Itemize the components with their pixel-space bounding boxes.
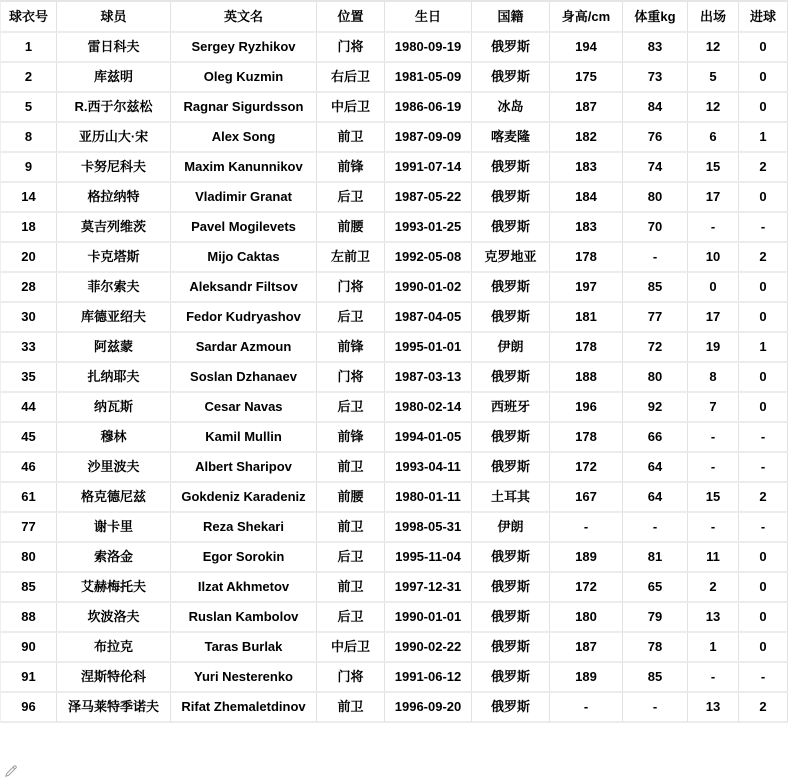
cell-en_name: Gokdeniz Karadeniz <box>171 483 317 513</box>
cell-birthday: 1996-09-20 <box>385 693 472 723</box>
cell-en_name: Fedor Kudryashov <box>171 303 317 333</box>
cell-appearances: 13 <box>688 603 739 633</box>
column-header-appearances: 出场 <box>688 2 739 33</box>
cell-height: 180 <box>550 603 623 633</box>
cell-en_name: Reza Shekari <box>171 513 317 543</box>
table-row <box>1 693 788 723</box>
cell-position: 中后卫 <box>317 633 385 663</box>
cell-position: 右后卫 <box>317 63 385 93</box>
cell-name: 卡努尼科夫 <box>57 153 171 183</box>
cell-goals: - <box>739 513 788 543</box>
cell-nationality: 俄罗斯 <box>472 63 550 93</box>
cell-birthday: 1986-06-19 <box>385 93 472 123</box>
cell-position: 左前卫 <box>317 243 385 273</box>
cell-height: - <box>550 693 623 723</box>
cell-weight: 66 <box>623 423 688 453</box>
cell-name: 库兹明 <box>57 63 171 93</box>
cell-goals: 0 <box>739 543 788 573</box>
cell-birthday: 1980-09-19 <box>385 33 472 63</box>
cell-position: 前卫 <box>317 513 385 543</box>
cell-goals: 2 <box>739 153 788 183</box>
table-row <box>1 393 788 423</box>
cell-position: 后卫 <box>317 603 385 633</box>
cell-height: 194 <box>550 33 623 63</box>
cell-name: 泽马莱特季诺夫 <box>57 693 171 723</box>
cell-nationality: 克罗地亚 <box>472 243 550 273</box>
cell-appearances: - <box>688 213 739 243</box>
cell-number: 28 <box>1 273 57 303</box>
cell-name: 坎波洛夫 <box>57 603 171 633</box>
cell-birthday: 1991-07-14 <box>385 153 472 183</box>
cell-birthday: 1990-02-22 <box>385 633 472 663</box>
cell-number: 14 <box>1 183 57 213</box>
cell-name: 穆林 <box>57 423 171 453</box>
cell-weight: 74 <box>623 153 688 183</box>
cell-en_name: Vladimir Granat <box>171 183 317 213</box>
cell-appearances: 11 <box>688 543 739 573</box>
cell-number: 9 <box>1 153 57 183</box>
cell-position: 门将 <box>317 363 385 393</box>
cell-nationality: 俄罗斯 <box>472 273 550 303</box>
cell-goals: 0 <box>739 303 788 333</box>
cell-weight: 80 <box>623 183 688 213</box>
cell-position: 门将 <box>317 33 385 63</box>
cell-birthday: 1992-05-08 <box>385 243 472 273</box>
column-header-birthday: 生日 <box>385 2 472 33</box>
cell-nationality: 俄罗斯 <box>472 633 550 663</box>
cell-appearances: - <box>688 513 739 543</box>
cell-position: 后卫 <box>317 543 385 573</box>
cell-en_name: Albert Sharipov <box>171 453 317 483</box>
cell-name: 亚历山大·宋 <box>57 123 171 153</box>
cell-height: 188 <box>550 363 623 393</box>
column-header-goals: 进球 <box>739 2 788 33</box>
cell-goals: 0 <box>739 183 788 213</box>
cell-en_name: Soslan Dzhanaev <box>171 363 317 393</box>
cell-weight: 81 <box>623 543 688 573</box>
cell-name: 格拉纳特 <box>57 183 171 213</box>
cell-nationality: 土耳其 <box>472 483 550 513</box>
cell-position: 前锋 <box>317 333 385 363</box>
cell-height: 183 <box>550 213 623 243</box>
cell-goals: 2 <box>739 243 788 273</box>
cell-weight: 73 <box>623 63 688 93</box>
cell-en_name: Mijo Caktas <box>171 243 317 273</box>
table-row <box>1 303 788 333</box>
cell-en_name: Maxim Kanunnikov <box>171 153 317 183</box>
table-row <box>1 663 788 693</box>
cell-name: 扎纳耶夫 <box>57 363 171 393</box>
table-header <box>1 2 788 33</box>
cell-name: 阿兹蒙 <box>57 333 171 363</box>
cell-appearances: - <box>688 423 739 453</box>
cell-en_name: Pavel Mogilevets <box>171 213 317 243</box>
cell-height: 178 <box>550 243 623 273</box>
cell-goals: 0 <box>739 93 788 123</box>
cell-position: 后卫 <box>317 183 385 213</box>
cell-position: 门将 <box>317 663 385 693</box>
cell-appearances: 12 <box>688 93 739 123</box>
cell-weight: 64 <box>623 453 688 483</box>
cell-appearances: 17 <box>688 303 739 333</box>
cell-birthday: 1997-12-31 <box>385 573 472 603</box>
cell-weight: 83 <box>623 33 688 63</box>
cell-weight: 64 <box>623 483 688 513</box>
cell-height: 167 <box>550 483 623 513</box>
cell-weight: 92 <box>623 393 688 423</box>
table-row <box>1 633 788 663</box>
table-body <box>1 33 788 723</box>
table-row <box>1 363 788 393</box>
cell-nationality: 俄罗斯 <box>472 363 550 393</box>
cell-birthday: 1995-11-04 <box>385 543 472 573</box>
cell-nationality: 伊朗 <box>472 333 550 363</box>
cell-height: 172 <box>550 573 623 603</box>
cell-height: 196 <box>550 393 623 423</box>
cell-weight: 78 <box>623 633 688 663</box>
cell-name: 谢卡里 <box>57 513 171 543</box>
cell-birthday: 1990-01-01 <box>385 603 472 633</box>
cell-number: 45 <box>1 423 57 453</box>
table-row <box>1 153 788 183</box>
cell-nationality: 俄罗斯 <box>472 183 550 213</box>
cell-goals: 0 <box>739 633 788 663</box>
cell-number: 2 <box>1 63 57 93</box>
cell-goals: 1 <box>739 333 788 363</box>
cell-birthday: 1980-01-11 <box>385 483 472 513</box>
cell-number: 96 <box>1 693 57 723</box>
cell-en_name: Yuri Nesterenko <box>171 663 317 693</box>
cell-name: 布拉克 <box>57 633 171 663</box>
cell-en_name: Kamil Mullin <box>171 423 317 453</box>
cell-birthday: 1991-06-12 <box>385 663 472 693</box>
cell-birthday: 1987-04-05 <box>385 303 472 333</box>
cell-birthday: 1995-01-01 <box>385 333 472 363</box>
column-header-nationality: 国籍 <box>472 2 550 33</box>
cell-en_name: Sergey Ryzhikov <box>171 33 317 63</box>
cell-appearances: 5 <box>688 63 739 93</box>
table-row <box>1 483 788 513</box>
cell-number: 61 <box>1 483 57 513</box>
cell-number: 35 <box>1 363 57 393</box>
cell-appearances: 2 <box>688 573 739 603</box>
column-header-number: 球衣号 <box>1 2 57 33</box>
cell-number: 80 <box>1 543 57 573</box>
cell-number: 8 <box>1 123 57 153</box>
cell-position: 前卫 <box>317 693 385 723</box>
cell-en_name: Ilzat Akhmetov <box>171 573 317 603</box>
cell-position: 后卫 <box>317 393 385 423</box>
cell-en_name: Sardar Azmoun <box>171 333 317 363</box>
cell-en_name: Alex Song <box>171 123 317 153</box>
cell-name: 菲尔索夫 <box>57 273 171 303</box>
cell-weight: 76 <box>623 123 688 153</box>
cell-name: 莫吉列维茨 <box>57 213 171 243</box>
cell-goals: 0 <box>739 573 788 603</box>
cell-en_name: Taras Burlak <box>171 633 317 663</box>
cell-birthday: 1987-09-09 <box>385 123 472 153</box>
cell-position: 前腰 <box>317 213 385 243</box>
cell-birthday: 1987-05-22 <box>385 183 472 213</box>
cell-position: 前腰 <box>317 483 385 513</box>
cell-weight: 85 <box>623 663 688 693</box>
cell-position: 门将 <box>317 273 385 303</box>
cell-weight: 84 <box>623 93 688 123</box>
cell-weight: - <box>623 693 688 723</box>
cell-position: 前锋 <box>317 423 385 453</box>
cell-appearances: 17 <box>688 183 739 213</box>
cell-position: 后卫 <box>317 303 385 333</box>
edit-pencil-icon[interactable] <box>4 764 18 778</box>
cell-weight: 80 <box>623 363 688 393</box>
cell-name: 雷日科夫 <box>57 33 171 63</box>
cell-height: 184 <box>550 183 623 213</box>
cell-height: 189 <box>550 663 623 693</box>
cell-height: 178 <box>550 423 623 453</box>
cell-position: 中后卫 <box>317 93 385 123</box>
cell-goals: - <box>739 213 788 243</box>
cell-appearances: 10 <box>688 243 739 273</box>
cell-goals: 0 <box>739 33 788 63</box>
cell-nationality: 俄罗斯 <box>472 303 550 333</box>
cell-number: 46 <box>1 453 57 483</box>
table-row <box>1 33 788 63</box>
cell-position: 前锋 <box>317 153 385 183</box>
table-row <box>1 243 788 273</box>
cell-nationality: 俄罗斯 <box>472 543 550 573</box>
cell-number: 91 <box>1 663 57 693</box>
cell-nationality: 伊朗 <box>472 513 550 543</box>
cell-number: 20 <box>1 243 57 273</box>
cell-birthday: 1980-02-14 <box>385 393 472 423</box>
table-row <box>1 423 788 453</box>
table-row <box>1 63 788 93</box>
cell-appearances: 1 <box>688 633 739 663</box>
cell-name: 格克德尼兹 <box>57 483 171 513</box>
cell-goals: - <box>739 663 788 693</box>
cell-nationality: 俄罗斯 <box>472 693 550 723</box>
cell-goals: 0 <box>739 393 788 423</box>
cell-height: 182 <box>550 123 623 153</box>
cell-number: 33 <box>1 333 57 363</box>
cell-weight: - <box>623 243 688 273</box>
cell-name: R.西于尔兹松 <box>57 93 171 123</box>
cell-name: 沙里波夫 <box>57 453 171 483</box>
cell-nationality: 俄罗斯 <box>472 153 550 183</box>
cell-birthday: 1993-01-25 <box>385 213 472 243</box>
column-header-en_name: 英文名 <box>171 2 317 33</box>
table-row <box>1 183 788 213</box>
cell-en_name: Cesar Navas <box>171 393 317 423</box>
cell-number: 88 <box>1 603 57 633</box>
table-row <box>1 453 788 483</box>
cell-goals: 2 <box>739 483 788 513</box>
cell-nationality: 喀麦隆 <box>472 123 550 153</box>
cell-number: 85 <box>1 573 57 603</box>
table-row <box>1 93 788 123</box>
cell-number: 90 <box>1 633 57 663</box>
cell-appearances: - <box>688 453 739 483</box>
cell-appearances: 0 <box>688 273 739 303</box>
cell-en_name: Ragnar Sigurdsson <box>171 93 317 123</box>
cell-name: 艾赫梅托夫 <box>57 573 171 603</box>
cell-height: 197 <box>550 273 623 303</box>
cell-height: - <box>550 513 623 543</box>
column-header-height: 身高/cm <box>550 2 623 33</box>
cell-weight: 72 <box>623 333 688 363</box>
table-row <box>1 513 788 543</box>
cell-position: 前卫 <box>317 573 385 603</box>
cell-number: 5 <box>1 93 57 123</box>
cell-goals: - <box>739 453 788 483</box>
cell-goals: 0 <box>739 273 788 303</box>
cell-birthday: 1993-04-11 <box>385 453 472 483</box>
column-header-position: 位置 <box>317 2 385 33</box>
cell-weight: 79 <box>623 603 688 633</box>
cell-nationality: 俄罗斯 <box>472 423 550 453</box>
cell-nationality: 俄罗斯 <box>472 603 550 633</box>
table-row <box>1 213 788 243</box>
cell-name: 卡克塔斯 <box>57 243 171 273</box>
table-row <box>1 123 788 153</box>
cell-goals: 0 <box>739 363 788 393</box>
cell-name: 索洛金 <box>57 543 171 573</box>
cell-number: 44 <box>1 393 57 423</box>
table-row <box>1 333 788 363</box>
cell-weight: 85 <box>623 273 688 303</box>
cell-number: 1 <box>1 33 57 63</box>
cell-name: 纳瓦斯 <box>57 393 171 423</box>
cell-name: 涅斯特伦科 <box>57 663 171 693</box>
cell-position: 前卫 <box>317 453 385 483</box>
cell-birthday: 1990-01-02 <box>385 273 472 303</box>
cell-goals: - <box>739 423 788 453</box>
cell-nationality: 俄罗斯 <box>472 663 550 693</box>
cell-nationality: 俄罗斯 <box>472 213 550 243</box>
column-header-name: 球员 <box>57 2 171 33</box>
cell-appearances: 19 <box>688 333 739 363</box>
cell-number: 18 <box>1 213 57 243</box>
cell-en_name: Oleg Kuzmin <box>171 63 317 93</box>
cell-nationality: 俄罗斯 <box>472 573 550 603</box>
cell-en_name: Ruslan Kambolov <box>171 603 317 633</box>
cell-nationality: 俄罗斯 <box>472 33 550 63</box>
cell-nationality: 西班牙 <box>472 393 550 423</box>
cell-weight: 70 <box>623 213 688 243</box>
cell-birthday: 1987-03-13 <box>385 363 472 393</box>
cell-name: 库德亚绍夫 <box>57 303 171 333</box>
cell-birthday: 1981-05-09 <box>385 63 472 93</box>
cell-height: 189 <box>550 543 623 573</box>
table-row <box>1 573 788 603</box>
cell-en_name: Rifat Zhemaletdinov <box>171 693 317 723</box>
table-row <box>1 273 788 303</box>
cell-height: 187 <box>550 633 623 663</box>
cell-en_name: Egor Sorokin <box>171 543 317 573</box>
cell-appearances: - <box>688 663 739 693</box>
cell-height: 181 <box>550 303 623 333</box>
cell-goals: 0 <box>739 603 788 633</box>
cell-height: 172 <box>550 453 623 483</box>
cell-weight: - <box>623 513 688 543</box>
cell-appearances: 6 <box>688 123 739 153</box>
cell-height: 183 <box>550 153 623 183</box>
cell-position: 前卫 <box>317 123 385 153</box>
cell-height: 187 <box>550 93 623 123</box>
cell-nationality: 俄罗斯 <box>472 453 550 483</box>
cell-en_name: Aleksandr Filtsov <box>171 273 317 303</box>
cell-birthday: 1998-05-31 <box>385 513 472 543</box>
cell-appearances: 12 <box>688 33 739 63</box>
cell-goals: 1 <box>739 123 788 153</box>
cell-number: 30 <box>1 303 57 333</box>
cell-goals: 0 <box>739 63 788 93</box>
cell-goals: 2 <box>739 693 788 723</box>
cell-number: 77 <box>1 513 57 543</box>
cell-appearances: 7 <box>688 393 739 423</box>
cell-appearances: 13 <box>688 693 739 723</box>
cell-height: 178 <box>550 333 623 363</box>
cell-weight: 77 <box>623 303 688 333</box>
header-row <box>1 2 788 33</box>
table-row <box>1 543 788 573</box>
column-header-weight: 体重kg <box>623 2 688 33</box>
cell-birthday: 1994-01-05 <box>385 423 472 453</box>
table-row <box>1 603 788 633</box>
cell-nationality: 冰岛 <box>472 93 550 123</box>
cell-height: 175 <box>550 63 623 93</box>
cell-appearances: 8 <box>688 363 739 393</box>
cell-appearances: 15 <box>688 153 739 183</box>
cell-appearances: 15 <box>688 483 739 513</box>
cell-weight: 65 <box>623 573 688 603</box>
